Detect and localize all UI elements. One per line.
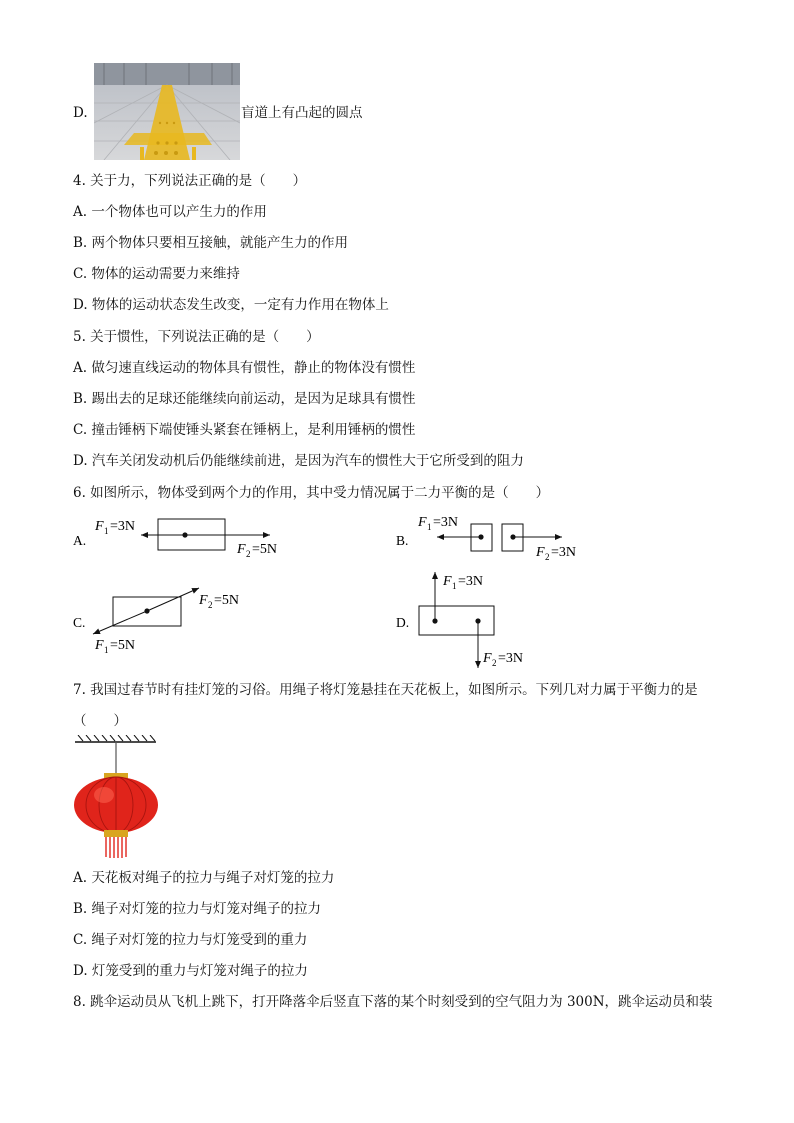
q4-option-d: D. 物体的运动状态发生改变，一定有力作用在物体上 [73,297,389,313]
q6-label-d: D. [396,615,410,630]
q6-d-f1-value: =3N [458,574,484,589]
q6-c-f1-value: =5N [110,638,136,653]
q5-option-b: B. 踢出去的足球还能继续向前运动，是因为足球具有惯性 [73,391,416,407]
q6-label-b: B. [396,533,409,548]
svg-text:2: 2 [246,549,251,559]
q3-option-d-letter: D. [73,105,88,121]
svg-text:1: 1 [104,526,109,536]
q7-option-d: D. 灯笼受到的重力与灯笼对绳子的拉力 [73,963,308,979]
svg-text:F: F [95,638,104,653]
q6-d-f2-value: =3N [498,651,524,666]
svg-text:1: 1 [452,581,457,591]
q6-b-f1-value: =3N [433,515,459,530]
q6-a-f1-value: =3N [110,519,136,534]
svg-text:F: F [483,651,492,666]
q6-a-f2-value: =5N [252,542,278,557]
svg-text:F: F [418,515,427,530]
q5-option-a: A. 做匀速直线运动的物体具有惯性，静止的物体没有惯性 [73,360,416,376]
svg-text:1: 1 [104,645,109,655]
q7-stem-line1: 7. 我国过春节时有挂灯笼的习俗。用绳子将灯笼悬挂在天花板上，如图所示。下列几对力属于平衡力的是 [73,682,698,698]
svg-text:F: F [237,542,246,557]
svg-text:2: 2 [208,600,213,610]
q6-label-a: A. [73,533,87,548]
q3-option-d-text: 盲道上有凸起的圆点 [241,105,363,121]
q6-label-c: C. [73,615,86,630]
q5-stem: 5. 关于惯性，下列说法正确的是（ ） [73,329,320,345]
q6-stem: 6. 如图所示，物体受到两个力的作用，其中受力情况属于二力平衡的是（ ） [73,485,550,501]
q7-option-a: A. 天花板对绳子的拉力与绳子对灯笼的拉力 [73,870,335,886]
q7-stem-line2: （ ） [73,713,127,729]
svg-text:2: 2 [492,658,497,668]
q8-stem: 8. 跳伞运动员从飞机上跳下，打开降落伞后竖直下落的某个时刻受到的空气阻力为 300N，跳伞运动员和装 [73,994,713,1010]
q6-force-diagrams [0,505,794,670]
q6-b-f2-value: =3N [551,545,577,560]
hanging-lantern-illustration [70,735,162,860]
q4-option-c: C. 物体的运动需要力来维持 [73,266,240,282]
svg-text:F: F [199,593,208,608]
q4-stem: 4. 关于力，下列说法正确的是（ ） [73,173,307,189]
svg-text:F: F [536,545,545,560]
svg-text:1: 1 [427,522,432,532]
q4-option-b: B. 两个物体只要相互接触，就能产生力的作用 [73,235,349,251]
tactile-paving-photo [94,63,240,160]
svg-text:2: 2 [545,552,550,562]
q7-option-b: B. 绳子对灯笼的拉力与灯笼对绳子的拉力 [73,901,322,917]
q5-option-d: D. 汽车关闭发动机后仍能继续前进，是因为汽车的惯性大于它所受到的阻力 [73,453,524,469]
svg-text:F: F [95,519,104,534]
q7-option-c: C. 绳子对灯笼的拉力与灯笼受到的重力 [73,932,308,948]
svg-text:F: F [443,574,452,589]
q6-c-f2-value: =5N [214,593,240,608]
q5-option-c: C. 撞击锤柄下端使锤头紧套在锤柄上，是利用锤柄的惯性 [73,422,416,438]
q4-option-a: A. 一个物体也可以产生力的作用 [73,204,267,220]
